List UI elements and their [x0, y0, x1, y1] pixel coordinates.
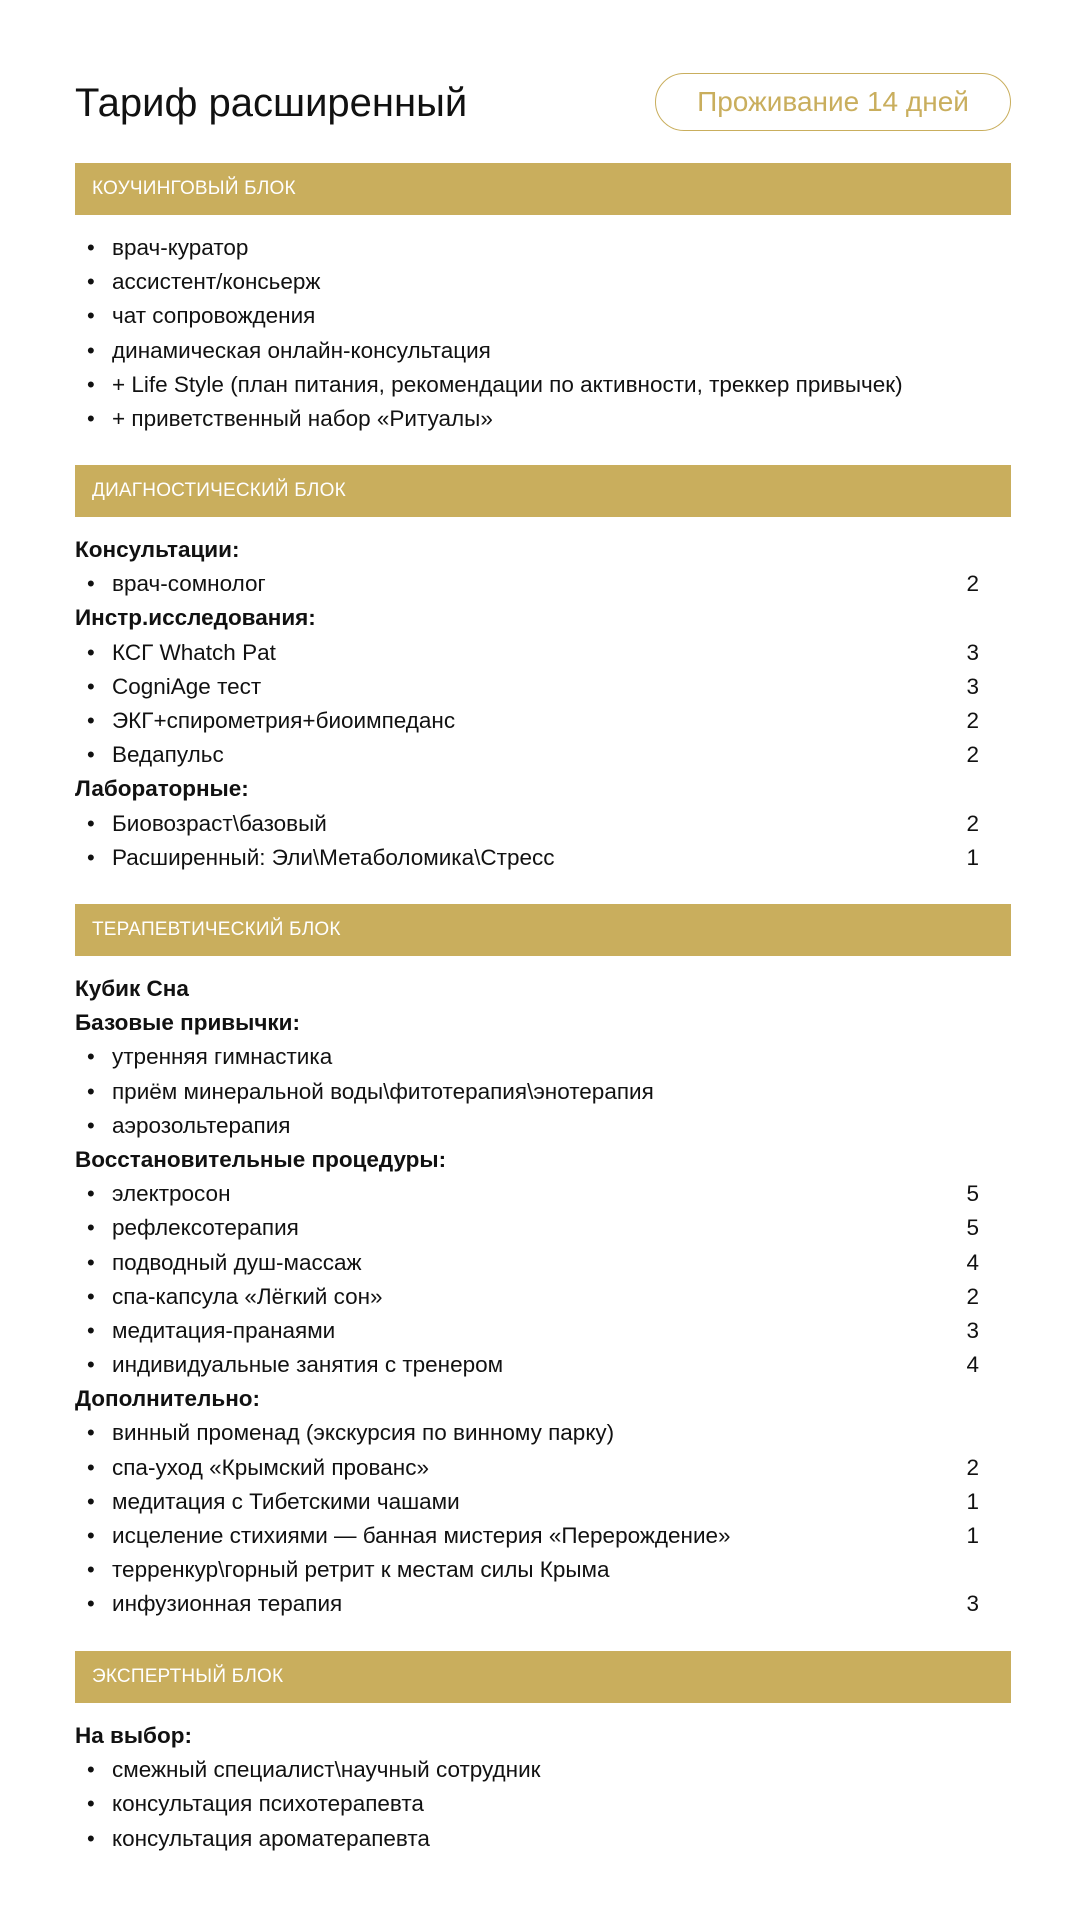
- list-item: [75, 1280, 1011, 1314]
- list-item-count: 1: [966, 1488, 979, 1514]
- list-item-count: 5: [966, 1215, 979, 1241]
- bullet-icon: •: [87, 1557, 95, 1583]
- section-rows-expert: [75, 1719, 1011, 1856]
- bullet-icon: •: [87, 1488, 95, 1514]
- list-item-label: ассистент/консьерж: [112, 269, 321, 295]
- section-title-diagnostic: ДИАГНОСТИЧЕСКИЙ БЛОК: [75, 465, 1011, 517]
- section-title-coaching: КОУЧИНГОВЫЙ БЛОК: [75, 163, 1011, 215]
- list-item-count: 2: [966, 810, 979, 836]
- bullet-icon: •: [87, 571, 95, 597]
- bullet-icon: •: [87, 303, 95, 329]
- list-item: [75, 1822, 1011, 1856]
- list-item-count: 2: [966, 707, 979, 733]
- list-item: [75, 1177, 1011, 1211]
- list-item-label: консультация ароматерапевта: [112, 1825, 430, 1851]
- bullet-icon: •: [87, 1181, 95, 1207]
- list-item-count: 3: [966, 1591, 979, 1617]
- list-item-count: 3: [966, 639, 979, 665]
- section-rows-coaching: [75, 231, 1011, 436]
- list-item: [75, 1040, 1011, 1074]
- section-title-therapeutic: ТЕРАПЕВТИЧЕСКИЙ БЛОК: [75, 904, 1011, 956]
- list-item: [75, 1753, 1011, 1787]
- list-heading-label: Дополнительно:: [75, 1386, 261, 1412]
- list-item: [75, 738, 1011, 772]
- list-heading-label: Инстр.исследования:: [75, 605, 316, 631]
- list-item: [75, 299, 1011, 333]
- list-item: [75, 1787, 1011, 1821]
- list-item: [75, 1348, 1011, 1382]
- bullet-icon: •: [87, 707, 95, 733]
- list-item-count: 1: [966, 844, 979, 870]
- list-heading: [75, 1719, 1011, 1753]
- list-heading-label: Лабораторные:: [75, 776, 249, 802]
- list-item-label: рефлексотерапия: [112, 1215, 299, 1241]
- list-heading-label: Кубик Сна: [75, 976, 189, 1001]
- list-item: [75, 670, 1011, 704]
- bullet-icon: •: [87, 1317, 95, 1343]
- list-item-label: КСГ Whatch Pat: [112, 639, 276, 665]
- list-item-count: 2: [966, 1283, 979, 1309]
- list-item: [75, 1075, 1011, 1109]
- list-item-label: электросон: [112, 1181, 231, 1207]
- list-item-label: консультация психотерапевта: [112, 1791, 424, 1817]
- list-item-label: Биовозраст\базовый: [112, 810, 327, 836]
- bullet-icon: •: [87, 235, 95, 260]
- list-item-label: исцеление стихиями — банная мистерия «Перерождение»: [112, 1523, 731, 1548]
- list-heading-label: Восстановительные процедуры:: [75, 1146, 447, 1172]
- list-item-label: ЭКГ+спирометрия+биоимпеданс: [112, 707, 456, 733]
- list-item: [75, 1553, 1011, 1587]
- list-heading: [75, 601, 1011, 635]
- list-item-label: винный променад (экскурсия по винному парку): [112, 1420, 615, 1446]
- section-rows-diagnostic: [75, 533, 1011, 875]
- bullet-icon: •: [87, 1249, 95, 1275]
- section-title-expert: ЭКСПЕРТНЫЙ БЛОК: [75, 1651, 1011, 1703]
- list-item-label: подводный душ-массаж: [112, 1249, 362, 1275]
- list-item-label: динамическая онлайн-консультация: [112, 337, 491, 363]
- bullet-icon: •: [87, 1523, 95, 1548]
- list-item: [75, 1416, 1011, 1450]
- section-rows-therapeutic: [75, 972, 1011, 1622]
- list-item: [75, 636, 1011, 670]
- list-item: [75, 334, 1011, 368]
- list-item-label: индивидуальные занятия с тренером: [112, 1352, 504, 1378]
- bullet-icon: •: [87, 1078, 95, 1104]
- list-heading: [75, 1382, 1011, 1416]
- list-item-label: приём минеральной воды\фитотерапия\энотерапия: [112, 1078, 654, 1104]
- bullet-icon: •: [87, 1825, 95, 1851]
- list-item: [75, 1485, 1011, 1519]
- list-item: [75, 1246, 1011, 1280]
- list-item-label: + Life Style (план питания, рекомендации по активности, треккер привычек): [112, 371, 903, 397]
- list-item-count: 5: [966, 1181, 979, 1207]
- bullet-icon: •: [87, 844, 95, 870]
- list-item-count: 3: [966, 673, 979, 699]
- bullet-icon: •: [87, 1591, 95, 1617]
- list-heading: [75, 533, 1011, 567]
- bullet-icon: •: [87, 1215, 95, 1241]
- list-item: [75, 231, 1011, 265]
- list-heading: [75, 772, 1011, 806]
- bullet-icon: •: [87, 742, 95, 768]
- list-item: [75, 1451, 1011, 1485]
- list-item-label: Расширенный: Эли\Метаболомика\Стресс: [112, 844, 555, 870]
- list-item-label: врач-сомнолог: [112, 571, 266, 597]
- list-item-label: врач-куратор: [112, 235, 249, 260]
- list-item-count: 2: [966, 1454, 979, 1480]
- list-item-label: CogniAge тест: [112, 673, 262, 699]
- bullet-icon: •: [87, 1112, 95, 1138]
- list-item-label: Ведапульс: [112, 742, 224, 768]
- bullet-icon: •: [87, 269, 95, 295]
- bullet-icon: •: [87, 371, 95, 397]
- list-heading: [75, 1006, 1011, 1040]
- list-item-label: медитация-пранаями: [112, 1317, 336, 1343]
- list-heading-label: Консультации:: [75, 537, 240, 562]
- list-item-count: 1: [966, 1523, 979, 1548]
- list-heading-label: На выбор:: [75, 1723, 192, 1748]
- bullet-icon: •: [87, 1454, 95, 1480]
- bullet-icon: •: [87, 405, 95, 431]
- list-item: [75, 402, 1011, 436]
- list-item: [75, 1109, 1011, 1143]
- bullet-icon: •: [87, 1791, 95, 1817]
- list-item-label: аэрозольтерапия: [112, 1112, 291, 1138]
- list-item-label: + приветственный набор «Ритуалы»: [112, 405, 493, 431]
- list-heading-label: Базовые привычки:: [75, 1010, 300, 1036]
- list-item: [75, 265, 1011, 299]
- list-item-count: 4: [966, 1352, 979, 1378]
- stay-duration-badge: Проживание 14 дней: [655, 73, 1011, 131]
- list-heading: [75, 1143, 1011, 1177]
- list-item-count: 2: [966, 742, 979, 768]
- list-item-label: утренняя гимнастика: [112, 1044, 333, 1070]
- bullet-icon: •: [87, 1044, 95, 1070]
- list-item: [75, 704, 1011, 738]
- bullet-icon: •: [87, 639, 95, 665]
- list-item-label: смежный специалист\научный сотрудник: [112, 1757, 541, 1783]
- list-item: [75, 1587, 1011, 1621]
- list-item: [75, 1314, 1011, 1348]
- bullet-icon: •: [87, 673, 95, 699]
- list-item: [75, 567, 1011, 601]
- list-item: [75, 807, 1011, 841]
- bullet-icon: •: [87, 1352, 95, 1378]
- list-item: [75, 368, 1011, 402]
- bullet-icon: •: [87, 1757, 95, 1783]
- list-item-label: инфузионная терапия: [112, 1591, 343, 1617]
- page-title: Тариф расширенный: [75, 81, 468, 125]
- list-item-label: спа-уход «Крымский прованс»: [112, 1454, 429, 1480]
- bullet-icon: •: [87, 810, 95, 836]
- list-item: [75, 841, 1011, 875]
- list-item: [75, 1519, 1011, 1553]
- header: [75, 73, 1011, 135]
- list-item: [75, 1211, 1011, 1245]
- bullet-icon: •: [87, 337, 95, 363]
- list-item-count: 2: [966, 571, 979, 597]
- list-item-count: 4: [966, 1249, 979, 1275]
- list-item-count: 3: [966, 1317, 979, 1343]
- bullet-icon: •: [87, 1420, 95, 1446]
- bullet-icon: •: [87, 1283, 95, 1309]
- list-item-label: медитация с Тибетскими чашами: [112, 1488, 460, 1514]
- list-item-label: спа-капсула «Лёгкий сон»: [112, 1283, 383, 1309]
- list-item-label: терренкур\горный ретрит к местам силы Крыма: [112, 1557, 610, 1583]
- list-item-label: чат сопровождения: [112, 303, 316, 329]
- list-heading: [75, 972, 1011, 1006]
